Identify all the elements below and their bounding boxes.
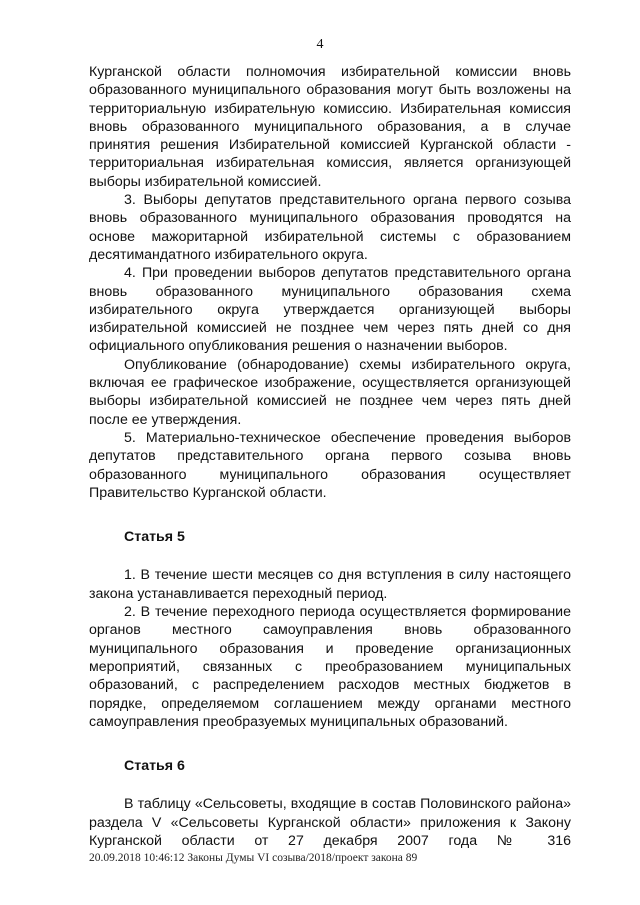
paragraph: 5. Материально-техническое обеспечение проведения выборов депутатов представительного органа первого созыва вновь образованного муниципального образования осуществляет Правительство Курганской области. [89,429,571,501]
document-body [89,63,571,850]
paragraph: Опубликование (обнародование) схемы избирательного округа, включая ее графическое изображение, осуществляется организующей выборы избирательной комиссией не позднее чем через пять дней после ее утверждения. [89,356,571,428]
page-number: 4 [316,37,324,52]
article-6-heading: Статья 6 [124,758,185,775]
paragraph: 1. В течение шести месяцев со дня вступления в силу настоящего закона устанавливается переходный период. [89,567,571,602]
footer-stamp: 20.09.2018 10:46:12 Законы Думы VI созыва/2018/проект закона 89 [89,852,418,864]
paragraph: 3. Выборы депутатов представительного органа первого созыва вновь образованного муниципального образования проводятся на основе мажоритарной избирательной системы с образованием десятимандатного избирательного округа. [89,192,571,263]
paragraph: 4. При проведении выборов депутатов представительного органа вновь образованного муниципального образования схема избирательного округа утверждается организующей выборы избирательной комиссией не позднее чем через пять дней со дня официального опубликования решения о назначении выборов. [89,265,571,355]
paragraph: Курганской области полномочия избирательной комиссии вновь образованного муниципального образования могут быть возложены на территориальную избирательную комиссию. Избирательная комиссия вновь образованного муниципального образования, а в случае принятия решения Избирательной комиссией Курганской области - территориальная избирательная комиссия, является организующей выборы избирательной комиссией. [89,64,571,190]
article-5-heading: Статья 5 [124,529,185,546]
paragraph: В таблицу «Сельсоветы, входящие в состав Половинского района» раздела V «Сельсоветы Курганской области» приложения к Закону Курганской области от 27 декабря 2007 года № 316 [89,796,571,849]
paragraph: 2. В течение переходного периода осуществляется формирование органов местного самоуправления вновь образованного муниципального образования и проведение организационных мероприятий, связанных с преобразованием муниципальных образований, с распределением расходов местных бюджетов в порядке, определяемом соглашением между органами местного самоуправления преобразуемых муниципальных образований. [89,604,571,730]
